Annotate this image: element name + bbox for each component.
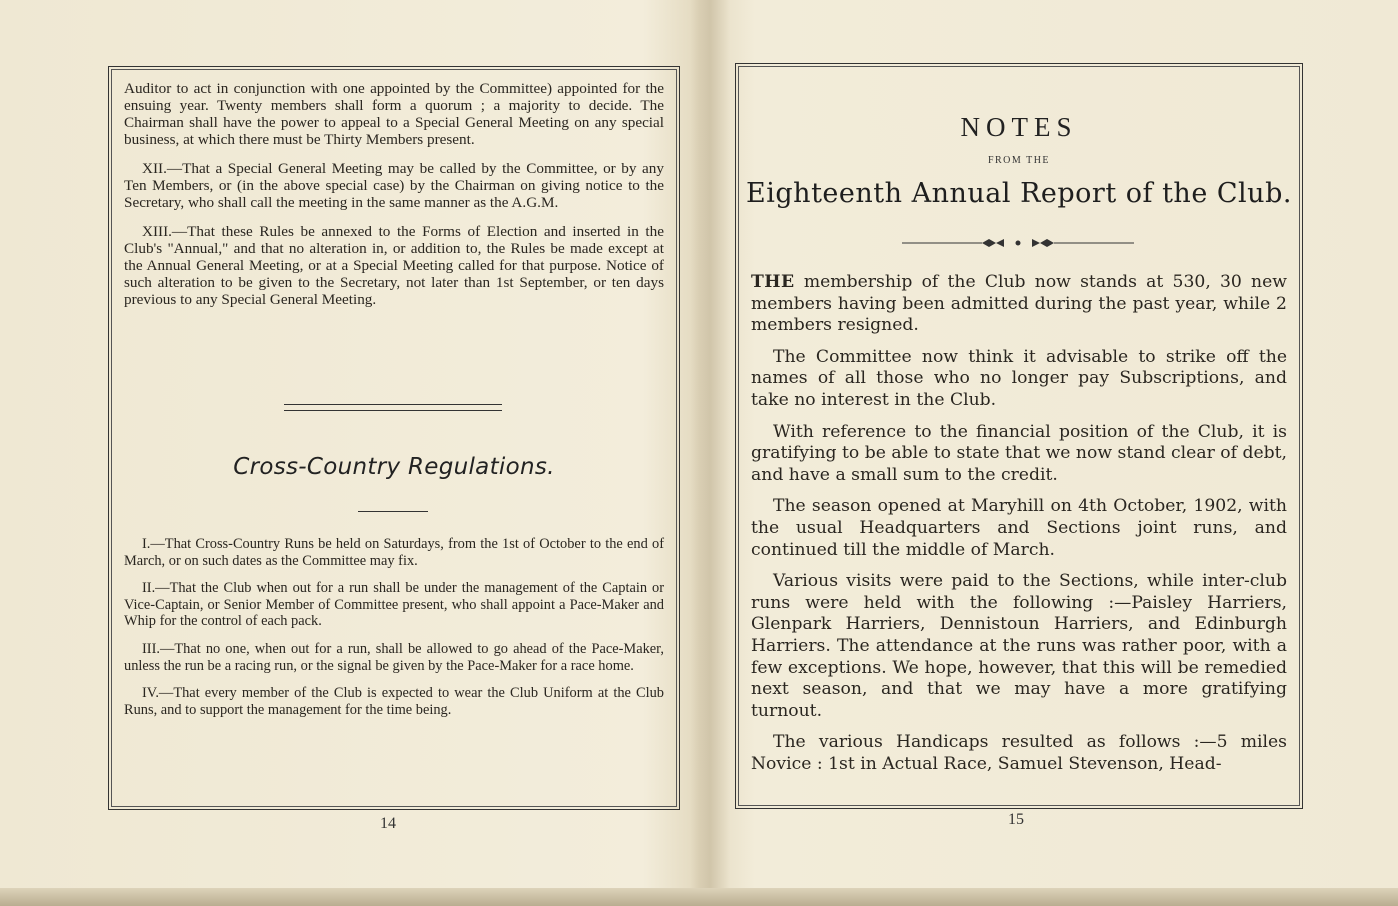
paragraph-lead: THE — [751, 272, 795, 292]
book-bottom-edge — [0, 888, 1398, 906]
section-divider — [284, 404, 502, 411]
ornament-divider-icon — [902, 236, 1134, 250]
regulations-list — [124, 536, 664, 729]
section-title: Cross-Country Regulations. — [233, 454, 555, 480]
notes-body — [751, 272, 1287, 785]
report-title: Eighteenth Annual Report of the Club. — [746, 178, 1292, 209]
notes-paragraph-2: The Committee now think it advisable to strike off the names of all those who no longer pay Subscriptions, and take no interest in the Club. — [751, 346, 1287, 410]
regulation-iii: III.—That no one, when out for a run, shall be allowed to go ahead of the Pace-Maker, unless the run be a racing run, or the signal be given by the Pace-Maker for a race home. — [124, 640, 664, 674]
notes-paragraph-5: Various visits were paid to the Sections, while inter-club runs were held with the following :—Paisley Harriers, Glenpark Harriers, Dennistoun Harriers, and Edinburgh Harriers. The attendance at the runs was rather poor, with a few exceptions. We hope, however, that this will be remedied next season, and that we may have a more gratifying turnout. — [751, 571, 1287, 721]
rule-xii: XII.—That a Special General Meeting may be called by the Committee, or by any Ten Members, or (in the above special case) by the Chairman on giving notice to the Secretary, who shall call the meeting in the same manner as the A.G.M. — [124, 160, 664, 211]
regulation-i: I.—That Cross-Country Runs be held on Saturdays, from the 1st of October to the end of March, or on such dates as the Committee may fix. — [124, 536, 664, 569]
page-number-left: 14 — [380, 815, 396, 832]
title-underline — [358, 511, 428, 512]
notes-subheading: FROM THE — [987, 155, 1051, 166]
notes-paragraph-1 — [751, 272, 1287, 337]
rules-continuation — [124, 80, 664, 320]
rule-xiii: XIII.—That these Rules be annexed to the Forms of Election and inserted in the Club's "Annual," and that no alteration in, or addition to, the Rules be made except at the Annual General Meeting, or at a Special Meeting called for that purpose. Notice of such alteration to be given to the Secretary, not later than 1st September, or ten days previous to any Special General Meeting. — [124, 223, 664, 308]
notes-heading: NOTES — [960, 112, 1078, 142]
notes-paragraph-3: With reference to the financial position of the Club, it is gratifying to be able to state that we now stand clear of debt, and have a small sum to the credit. — [751, 421, 1287, 485]
paragraph-text: membership of the Club now stands at 530, 30 new members having been admitted during the past year, while 2 members resigned. — [751, 272, 1287, 336]
notes-paragraph-4: The season opened at Maryhill on 4th October, 1902, with the usual Headquarters and Sections joint runs, and continued till the middle of March. — [751, 496, 1287, 560]
regulation-ii: II.—That the Club when out for a run shall be under the management of the Captain or Vice-Captain, or Senior Member of Committee present, who shall appoint a Pace-Maker and Whip for the control of each pack. — [124, 580, 664, 630]
notes-paragraph-6: The various Handicaps resulted as follows :—5 miles Novice : 1st in Actual Race, Samuel Stevenson, Head- — [751, 732, 1287, 774]
regulation-iv: IV.—That every member of the Club is expected to wear the Club Uniform at the Club Runs, and to support the management for the time being. — [124, 685, 664, 718]
page-number-right: 15 — [1008, 811, 1024, 828]
book-gutter — [690, 0, 730, 906]
rules-paragraph-1: Auditor to act in conjunction with one appointed by the Committee) appointed for the ensuing year. Twenty members shall form a quorum ; a majority to decide. The Chairman shall have the power to appeal to a Special General Meeting on any special business, at which there must be Thirty Members present. — [124, 80, 664, 148]
